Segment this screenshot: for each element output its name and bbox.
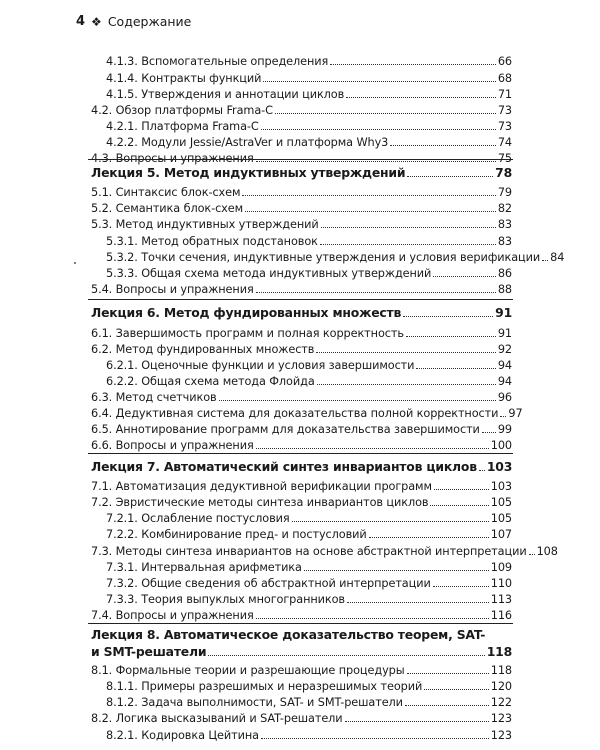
toc-entry[interactable]: 7.1. Автоматизация дедуктивной верификации программ 103: [91, 480, 512, 494]
toc-lecture-heading[interactable]: Лекция 5. Метод индуктивных утверждений 78: [91, 165, 512, 181]
toc-lecture-heading[interactable]: Лекция 6. Метод фундированных множеств 91: [91, 304, 512, 320]
section-divider: [88, 299, 513, 300]
ornament-icon: ❖: [91, 14, 102, 29]
toc-entry[interactable]: 5.3.2. Точки сечения, индуктивные утверждения и условия верификации 84: [106, 250, 565, 264]
toc-entry[interactable]: 5.4. Вопросы и упражнения 88: [91, 282, 512, 296]
toc-entry[interactable]: 7.3. Методы синтеза инвариантов на основе абстрактной интерпретации 108: [91, 544, 558, 558]
header-page-number: 4: [76, 14, 86, 29]
section-divider: [88, 623, 513, 624]
toc-entry[interactable]: 5.3. Метод индуктивных утверждений 83: [91, 218, 512, 232]
toc-entry[interactable]: 7.3.1. Интервальная арифметика 109: [106, 560, 512, 574]
toc-entry[interactable]: 6.5. Аннотирование программ для доказательства завершимости 99: [91, 423, 512, 437]
toc-entry[interactable]: 8.2.1. Кодировка Цейтина 123: [106, 728, 512, 742]
toc-lecture-heading-line1[interactable]: Лекция 8. Автоматическое доказательство теорем, SAT-: [91, 626, 486, 642]
toc-entry[interactable]: 6.6. Вопросы и упражнения 100: [91, 439, 512, 453]
margin-speck: [74, 262, 76, 264]
toc-entry[interactable]: 4.1.3. Вспомогательные определения 66: [106, 55, 512, 69]
section-divider: [88, 159, 513, 160]
toc-lecture-heading-line2[interactable]: и SMT-решатели 118: [91, 644, 512, 659]
toc-entry[interactable]: 7.2.1. Ослабление постусловия 105: [106, 512, 512, 526]
toc-lecture-heading[interactable]: Лекция 7. Автоматический синтез инвариантов циклов 103: [91, 459, 513, 475]
toc-entry[interactable]: 6.3. Метод счетчиков 96: [91, 391, 512, 404]
toc-entry[interactable]: 7.4. Вопросы и упражнения 116: [91, 609, 512, 622]
toc-entry[interactable]: 7.3.3. Теория выпуклых многогранников 113: [106, 592, 512, 606]
toc-entry[interactable]: 4.2.2. Модули Jessie/AstraVer и платформа Why3 74: [106, 136, 512, 149]
toc-entry[interactable]: 4.3. Вопросы и упражнения 75: [91, 152, 512, 166]
header-title: Содержание: [107, 14, 192, 29]
toc-entry[interactable]: 5.2. Семантика блок-схем 82: [91, 202, 512, 216]
toc-entry[interactable]: 8.1.1. Примеры разрешимых и неразрешимых теорий 120: [106, 680, 512, 694]
toc-entry[interactable]: 6.4. Дедуктивная система для доказательства полной корректности 97: [91, 407, 523, 421]
toc-entry[interactable]: 8.1.2. Задача выполнимости, SAT- и SMT-решатели 122: [106, 696, 512, 710]
toc-entry[interactable]: 6.2. Метод фундированных множеств 92: [91, 342, 512, 356]
toc-entry[interactable]: 6.2.1. Оценочные функции и условия завершимости 94: [106, 358, 512, 372]
toc-entry[interactable]: 8.1. Формальные теории и разрешающие процедуры 118: [91, 664, 512, 677]
toc-entry[interactable]: 8.2. Логика высказываний и SAT-решатели 123: [91, 712, 512, 726]
toc-entry[interactable]: 6.2.2. Общая схема метода Флойда 94: [106, 374, 512, 388]
section-divider: [88, 453, 513, 454]
toc-entry[interactable]: 4.1.4. Контракты функций 68: [106, 71, 512, 85]
toc-entry[interactable]: 5.3.3. Общая схема метода индуктивных утверждений 86: [106, 266, 512, 280]
toc-entry[interactable]: 4.1.5. Утверждения и аннотации циклов 71: [106, 87, 512, 101]
toc-entry[interactable]: 7.3.2. Общие сведения об абстрактной интерпретации 110: [106, 576, 512, 590]
toc-entry[interactable]: 4.2.1. Платформа Frama-C 73: [106, 119, 512, 133]
toc-entry[interactable]: 6.1. Завершимость программ и полная корректность 91: [91, 326, 512, 340]
toc-entry[interactable]: 7.2. Эвристические методы синтеза инвариантов циклов 105: [91, 496, 512, 510]
toc-entry[interactable]: 7.2.2. Комбинирование пред- и постусловий 107: [106, 528, 512, 542]
toc-entry[interactable]: 4.2. Обзор платформы Frama-C 73: [91, 103, 512, 117]
toc-entry[interactable]: 5.1. Синтаксис блок-схем 79: [91, 186, 512, 200]
toc-entry[interactable]: 5.3.1. Метод обратных подстановок 83: [106, 234, 512, 248]
